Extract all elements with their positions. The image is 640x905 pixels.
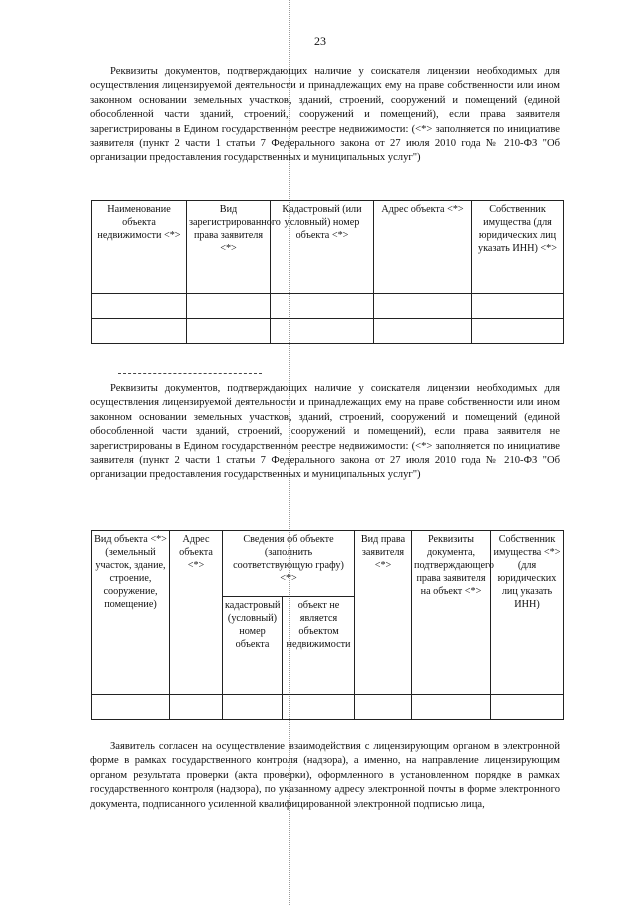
table-row — [92, 695, 564, 720]
paragraph-registered-property: Реквизиты документов, подтверждающих наличие у соискателя лицензии необходимых для осуществления лицензируемой деятельности и принадлежащих ему на праве собственности или ином законном основании земельных участков, зданий, строений, сооружений и помещений (единой обособленной части зданий, строений, сооружений и помещений), если права заявителя зарегистрированы в Едином государственном реестре недвижимости: (<*> заполняется по инициативе заявителя (пункт 2 части 1 статьи 7 Федерального закона от 27 июля 2010 года № 210-ФЗ "Об организации предоставления государственных и муниципальных услуг") — [90, 66, 560, 164]
header-owner: Собственник имущества (для юридических лиц указать ИНН) <*> — [472, 201, 564, 294]
table-header-row — [92, 201, 564, 294]
page-number: 23 — [314, 34, 326, 48]
table-cell[interactable] — [271, 294, 374, 319]
table-cell[interactable] — [491, 695, 564, 720]
header-object-address: Адрес объекта <*> — [374, 201, 472, 294]
header-right-type: Вид права заявителя <*> — [355, 531, 412, 695]
separator-line — [118, 373, 262, 374]
header-owner: Собственник имущества <*> (для юридических лиц указать ИНН) — [491, 531, 564, 695]
table-cell[interactable] — [472, 294, 564, 319]
table-cell[interactable] — [472, 319, 564, 344]
table-cell[interactable] — [92, 319, 187, 344]
table-cell[interactable] — [92, 294, 187, 319]
table-cell[interactable] — [271, 319, 374, 344]
table-cell[interactable] — [355, 695, 412, 720]
header-address: Адрес объекта <*> — [170, 531, 223, 695]
paragraph-consent: Заявитель согласен на осуществление взаимодействия с лицензирующим органом в электронной форме в рамках государственного контроля (надзора), а именно, на направление лицензирующим органом результата проверки (акта проверки), оформленного в установленном порядке в рамках государственного контроля (надзора), по указанному адресу электронной почты в форме электронного документа, подписанного усиленной квалифицированной электронной подписью лица, — [90, 741, 560, 810]
table-header-row — [92, 531, 564, 597]
subheader-cadastral-number: кадастровый (условный) номер объекта — [223, 597, 283, 695]
table-cell[interactable] — [374, 294, 472, 319]
header-cadastral-number: Кадастровый (или условный) номер объекта <*> — [271, 201, 374, 294]
header-right-type: Вид зарегистрированного права заявителя <*> — [187, 201, 271, 294]
table-cell[interactable] — [92, 695, 170, 720]
table-cell[interactable] — [170, 695, 223, 720]
paragraph-unregistered-property: Реквизиты документов, подтверждающих наличие у соискателя лицензии необходимых для осуществления лицензируемой деятельности и принадлежащих ему на праве собственности или ином законном основании земельных участков, зданий, строений, сооружений и помещений (единой обособленной части зданий, строений, сооружений и помещений), если права заявителя не зарегистрированы в Едином государственном реестре недвижимости: (<*> заполняется по инициативе заявителя (пункт 2 части 1 статьи 7 Федерального закона от 27 июля 2010 года № 210-ФЗ "Об организации предоставления государственных и муниципальных услуг") — [90, 383, 560, 481]
table-cell[interactable] — [283, 695, 355, 720]
table-row — [92, 294, 564, 319]
header-object-name: Наименование объекта недвижимости <*> — [92, 201, 187, 294]
table-cell[interactable] — [187, 319, 271, 344]
table-row — [92, 319, 564, 344]
table-cell[interactable] — [374, 319, 472, 344]
table-cell[interactable] — [412, 695, 491, 720]
header-object-type: Вид объекта <*> (земельный участок, здание, строение, сооружение, помещение) — [92, 531, 170, 695]
table-cell[interactable] — [223, 695, 283, 720]
subheader-not-real-estate: объект не является объектом недвижимости — [283, 597, 355, 695]
unregistered-property-table — [91, 530, 564, 720]
header-object-info: Сведения об объекте (заполнить соответствующую графу) <*> — [223, 531, 355, 597]
registered-property-table — [91, 200, 564, 344]
table-cell[interactable] — [187, 294, 271, 319]
header-document-details: Реквизиты документа, подтверждающего права заявителя на объект <*> — [412, 531, 491, 695]
